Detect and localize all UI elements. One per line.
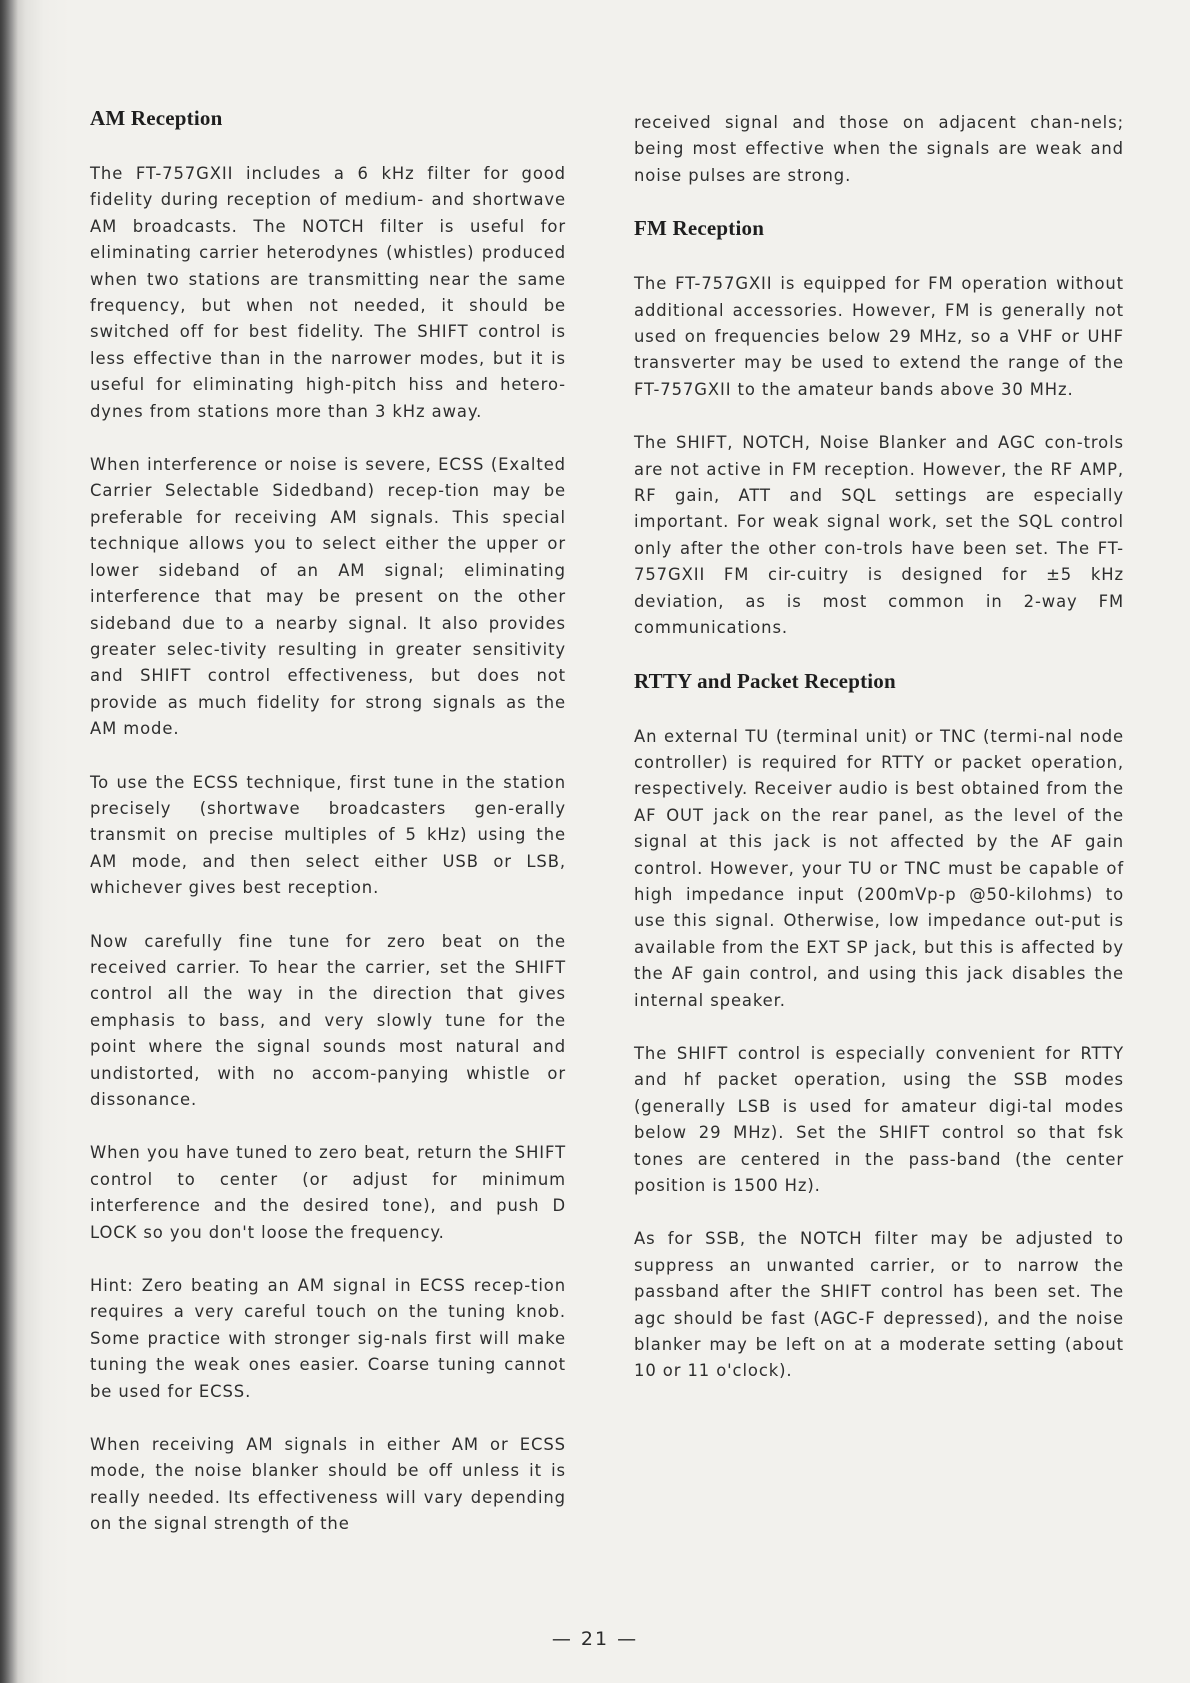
am-paragraph-5: When you have tuned to zero beat, return the SHIFT control to center (or adjust for minimum interference and the desired tone), and push D LOCK so you don't loose the frequency. <box>90 1143 566 1242</box>
rtty-paragraph-3: As for SSB, the NOTCH filter may be adjusted to suppress an unwanted carrier, or to narrow the passband after the SHIFT control has been set. The agc should be fast (AGC-F depressed), and the noise blanker may be left on at a moderate setting (about 10 or 11 o'clock). <box>634 1229 1124 1381</box>
am-reception-heading: AM Reception <box>90 106 223 130</box>
fm-reception-heading: FM Reception <box>634 216 765 241</box>
am-paragraph-7: When receiving AM signals in either AM or ECSS mode, the noise blanker should be off unless it is really needed. Its effectiveness will vary depending on the signal strength of the <box>90 1435 566 1534</box>
am-paragraph-4: Now carefully fine tune for zero beat on the received carrier. To hear the carrier, set the SHIFT control all the way in the direction that gives emphasis to bass, and very slowly tune for the point where the signal sounds most natural and undistorted, with no accom-panying whistle or dissonance. <box>90 931 566 1109</box>
right-column <box>634 110 1124 1412</box>
rtty-paragraph-1: An external TU (terminal unit) or TNC (termi-nal node controller) is required for RTTY or packet operation, respectively. Receiver audio is best obtained from the AF OUT jack on the rear panel, as the level of the signal at this jack is not affected by the AF gain control. However, your TU or TNC must be capable of high impedance input (200mVp-p @50-kilohms) to use this signal. Otherwise, low impedance out-put is available from the EXT SP jack, but this is affected by the AF gain control, and using this jack disables the internal speaker. <box>634 726 1124 1010</box>
left-column <box>90 106 566 1565</box>
am-paragraph-1: The FT-757GXII includes a 6 kHz filter for good fidelity during reception of medium- and shortwave AM broadcasts. The NOTCH filter is useful for eliminating carrier heterodynes (whistles) produced when two stations are transmitting near the same frequency, but when not needed, it should be switched off for best fidelity. The SHIFT control is less effective than in the narrower modes, but it is useful for eliminating high-pitch hiss and hetero-dynes from stations more than 3 kHz away. <box>90 164 566 421</box>
binding-shadow <box>0 0 18 1683</box>
rtty-paragraph-2: The SHIFT control is especially convenient for RTTY and hf packet operation, using the SSB modes (generally LSB is used for amateur digi-tal modes below 29 MHz). Set the SHIFT control so that fsk tones are centered in the pass-band (the center position is 1500 Hz). <box>634 1043 1124 1195</box>
fm-paragraph-2: The SHIFT, NOTCH, Noise Blanker and AGC con-trols are not active in FM reception. However, the RF AMP, RF gain, ATT and SQL settings are especially important. For weak signal work, set the SQL control only after the other con-trols have been set. The FT-757GXII FM cir-cuitry is designed for ±5 kHz deviation, as is most common in 2-way FM communications. <box>634 433 1124 638</box>
fm-paragraph-1: The FT-757GXII is equipped for FM operation without additional accessories. However, FM is generally not used on frequencies below 29 MHz, so a VHF or UHF transverter may be used to extend the range of the FT-757GXII to the amateur bands above 30 MHz. <box>634 274 1124 399</box>
am-paragraph-6: Hint: Zero beating an AM signal in ECSS recep-tion requires a very careful touch on the tuning knob. Some practice with stronger sig-nals first will make tuning the weak ones easier. Coarse tuning cannot be used for ECSS. <box>90 1276 566 1401</box>
page-number: — 21 — <box>551 1628 639 1650</box>
rtty-packet-reception-heading: RTTY and Packet Reception <box>634 668 896 693</box>
am-paragraph-2: When interference or noise is severe, ECSS (Exalted Carrier Selectable Sidedband) recep-tion may be preferable for receiving AM signals. This special technique allows you to select either the upper or lower sideband of an AM signal; eliminating interference that may be present on the other sideband due to a nearby signal. It also provides greater selec-tivity resulting in greater sensitivity and SHIFT control effectiveness, but does not provide as much fidelity for strong signals as the AM mode. <box>90 455 566 739</box>
am-continuation-paragraph: received signal and those on adjacent chan-nels; being most effective when the signals are weak and noise pulses are strong. <box>634 113 1124 185</box>
am-paragraph-3: To use the ECSS technique, first tune in the station precisely (shortwave broadcasters gen-erally transmit on precise multiples of 5 kHz) using the AM mode, and then select either USB or LSB, whichever gives best reception. <box>90 772 566 898</box>
